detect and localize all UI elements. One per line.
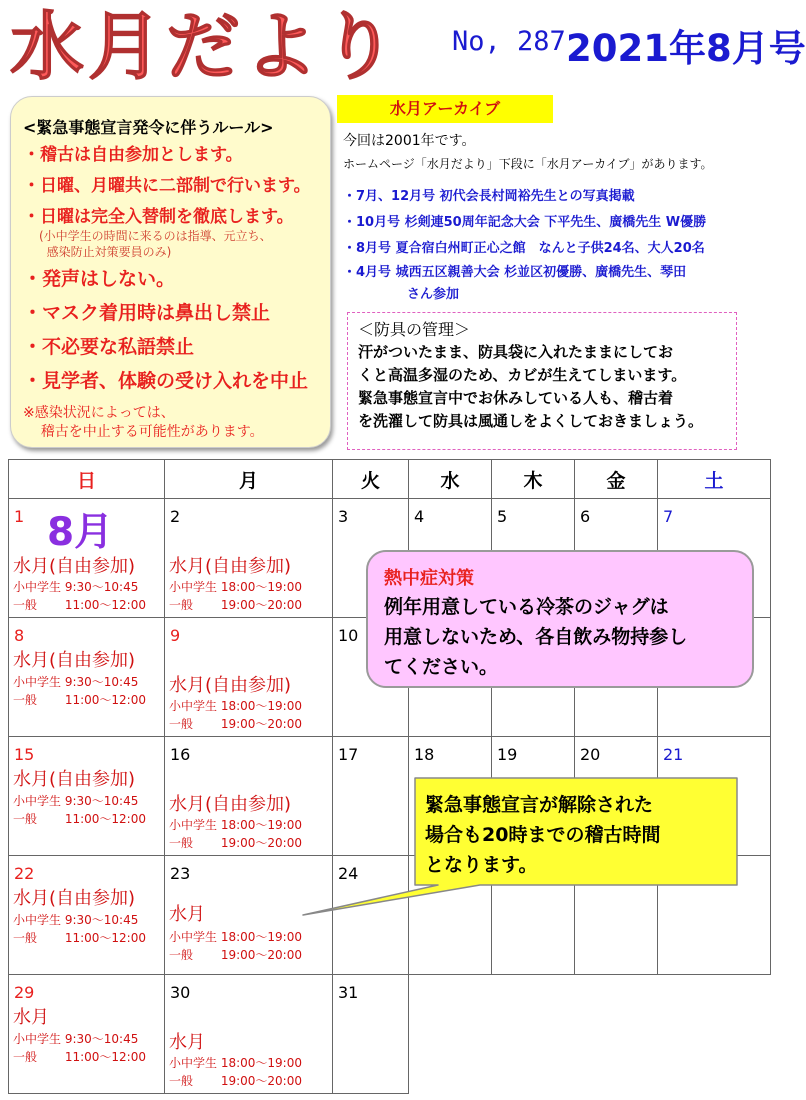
event-title: 水月(自由参加) [13,888,136,909]
rule-item: ・見学者、体験の受け入れを中止 [23,370,309,392]
event-time-youth: 小中学生 9:30〜10:45 [13,675,139,689]
event-time-youth: 小中学生 18:00〜19:00 [169,699,302,713]
day-number: 20 [580,745,601,764]
rule-item: ・不必要な私語禁止 [23,336,195,358]
day-number: 9 [170,626,181,645]
event-time-youth: 小中学生 9:30〜10:45 [13,913,139,927]
day-number: 3 [338,507,349,526]
event-title: 水月(自由参加) [13,556,136,577]
day-number: 10 [338,626,359,645]
rule-item: ・稽古は自由参加とします。 [23,145,243,165]
weekday-thursday: 木 [492,460,575,499]
day-number: 22 [14,864,35,883]
weekday-wednesday: 水 [409,460,492,499]
day-number: 24 [338,864,359,883]
event-time-general: 一般 19:00〜20:00 [169,1074,302,1088]
event-time-general: 一般 19:00〜20:00 [169,717,302,731]
weekday-monday: 月 [165,460,333,499]
event-title: 水月(自由参加) [169,794,292,815]
day-number: 23 [170,864,191,883]
event-time-general: 一般 19:00〜20:00 [169,836,302,850]
rule-item: ・日曜は完全入替制を徹底します。 [23,207,294,227]
day-number: 30 [170,983,191,1002]
archive-item: ・8月号 夏合宿白州町正心之館 なんと子供24名、大人20名 [343,241,705,256]
rule-sub-note: (小中学生の時間に来るのは指導、元立ち、 感染防止対策要員のみ) [39,229,272,259]
event-title: 水月(自由参加) [169,675,292,696]
day-number: 7 [663,507,674,526]
event-time-youth: 小中学生 9:30〜10:45 [13,580,139,594]
issue-number: No, 287 [452,26,566,57]
event-title: 水月(自由参加) [169,556,292,577]
heatstroke-text: 例年用意している冷茶のジャグは 用意しないため、各自飲み物持参し てください。 [384,596,688,678]
event-title: 水月 [13,1007,49,1028]
archive-tag: 水月アーカイブ [337,95,553,123]
day-number: 5 [497,507,508,526]
event-time-youth: 小中学生 9:30〜10:45 [13,1032,139,1046]
heatstroke-title: 熱中症対策 [384,568,474,589]
event-time-youth: 小中学生 18:00〜19:00 [169,580,302,594]
day-number: 2 [170,507,181,526]
day-number: 15 [14,745,35,764]
archive-item: ・4月号 城西五区親善大会 杉並区初優勝、廣橋先生、琴田 [343,265,687,280]
archive-item: さん参加 [407,287,460,302]
event-time-general: 一般 11:00〜12:00 [13,812,146,826]
archive-intro: 今回は2001年です。 [343,133,476,149]
newsletter-title: 水月だより [10,4,400,90]
rule-item: ・発声はしない。 [23,268,176,290]
event-title: 水月(自由参加) [13,769,136,790]
event-time-youth: 小中学生 9:30〜10:45 [13,794,139,808]
callout-text: 緊急事態宣言が解除された 場合も20時までの稽古時間 となります。 [425,794,661,876]
event-time-general: 一般 11:00〜12:00 [13,598,146,612]
event-title: 水月 [169,904,205,925]
day-number: 29 [14,983,35,1002]
day-number: 18 [414,745,435,764]
event-time-youth: 小中学生 18:00〜19:00 [169,930,302,944]
month-label: 8月 [47,510,114,555]
event-title: 水月(自由参加) [13,650,136,671]
weekday-friday: 金 [575,460,658,499]
event-time-general: 一般 19:00〜20:00 [169,598,302,612]
day-number: 19 [497,745,518,764]
armor-care-title: ＜防具の管理＞ [358,320,471,339]
day-number: 1 [14,507,25,526]
rules-heading: <緊急事態宣言発令に伴うルール> [23,118,274,137]
event-time-general: 一般 11:00〜12:00 [13,1050,146,1064]
event-time-general: 一般 11:00〜12:00 [13,693,146,707]
rule-item: ・マスク着用時は鼻出し禁止 [23,302,271,324]
event-title: 水月 [169,1032,205,1053]
event-time-youth: 小中学生 18:00〜19:00 [169,818,302,832]
archive-item: ・10月号 杉剣連50周年記念大会 下平先生、廣橋先生 W優勝 [343,215,707,230]
weekday-tuesday: 火 [333,460,409,499]
armor-care-text: 汗がついたまま、防具袋に入れたままにしてお くと高温多湿のため、カビが生えてしまいます。 緊急事態宣言中でお休みしている人も、稽古着 を洗濯して防具は風通しをよくしておきましょう。 [358,343,704,430]
weekday-sunday: 日 [9,460,165,499]
day-number: 31 [338,983,359,1002]
event-time-youth: 小中学生 18:00〜19:00 [169,1056,302,1070]
archive-intro-link-note: ホームページ「水月だより」下段に「水月アーカイブ」があります。 [343,157,713,171]
day-number: 21 [663,745,684,764]
rule-item: ・日曜、月曜共に二部制で行います。 [23,176,311,196]
day-number: 8 [14,626,25,645]
weekday-saturday: 土 [658,460,771,499]
event-time-general: 一般 19:00〜20:00 [169,948,302,962]
day-number: 6 [580,507,591,526]
rules-note: ※感染状況によっては、 稽古を中止する可能性があります。 [23,405,264,440]
archive-item: ・7月、12月号 初代会長村岡裕先生との写真掲載 [343,189,635,204]
day-number: 17 [338,745,359,764]
day-number: 16 [170,745,191,764]
event-time-general: 一般 11:00〜12:00 [13,931,146,945]
issue-date: 2021年8月号 [566,27,806,70]
day-number: 4 [414,507,425,526]
